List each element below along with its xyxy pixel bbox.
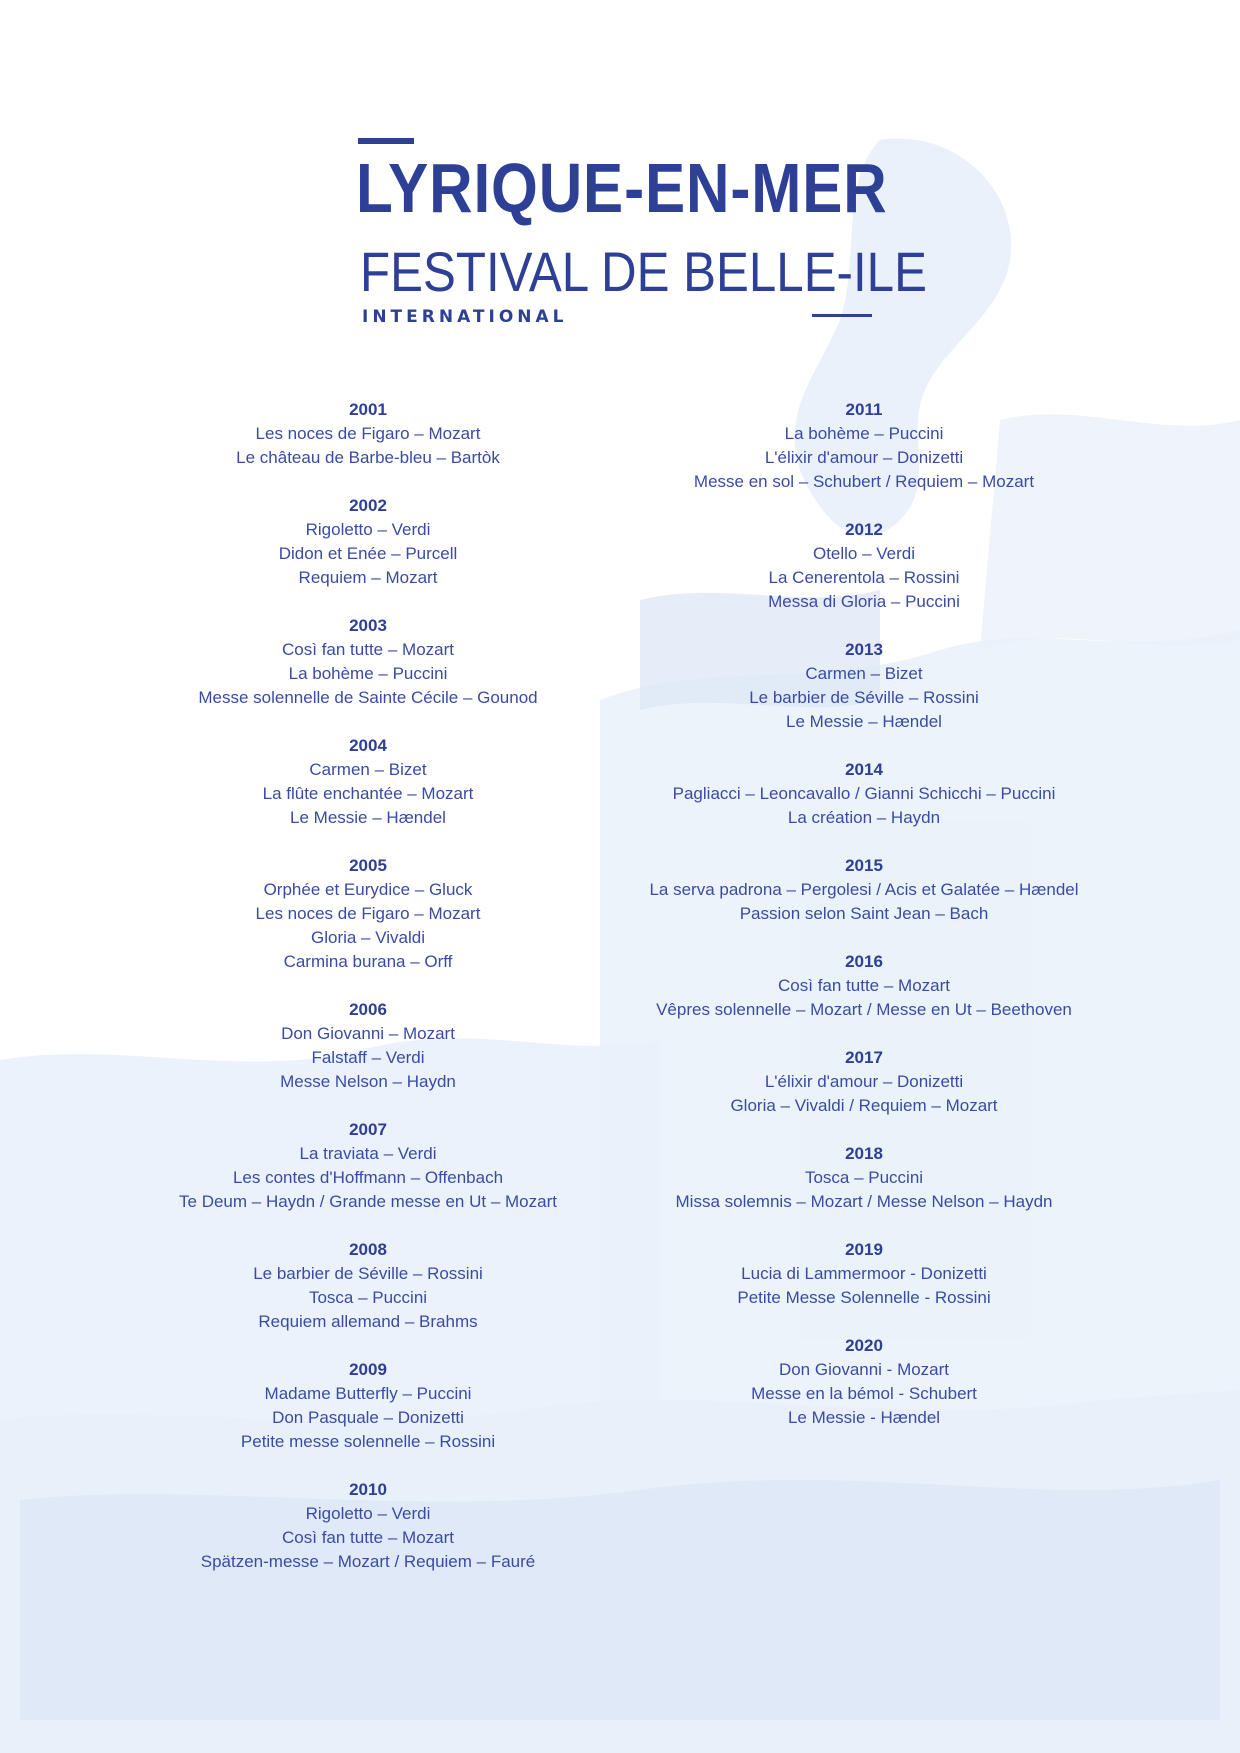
work-line: Messa di Gloria – Puccini [768, 592, 960, 611]
work-line: L'élixir d'amour – Donizetti [764, 448, 964, 467]
program-column-left [88, 398, 648, 1598]
work-line: Carmen – Bizet [309, 760, 427, 779]
work-line: La serva padrona – Pergolesi / Acis et Galatée – Hændel [649, 880, 1079, 899]
program-column-right [584, 398, 1144, 1454]
work-line: Lucia di Lammermoor - Donizetti [741, 1264, 987, 1283]
work-line: La bohème – Puccini [288, 664, 448, 683]
year-heading: 2005 [349, 856, 387, 875]
program-year-entry [88, 1238, 648, 1334]
work-line: Pagliacci – Leoncavallo / Gianni Schicchi – Puccini [672, 784, 1056, 803]
work-line: Petite messe solennelle – Rossini [240, 1432, 496, 1451]
work-line: Le château de Barbe-bleu – Bartòk [236, 448, 500, 467]
work-line: Carmen – Bizet [805, 664, 923, 683]
year-heading: 2008 [349, 1240, 387, 1259]
year-heading: 2018 [845, 1144, 883, 1163]
work-line: Don Giovanni – Mozart [281, 1024, 455, 1043]
work-line: La traviata – Verdi [299, 1144, 437, 1163]
program-year-entry [584, 518, 1144, 614]
work-line: Le Messie – Hændel [786, 712, 942, 731]
work-line: Carmina burana – Orff [283, 952, 453, 971]
work-line: La bohème – Puccini [784, 424, 944, 443]
work-line: Le Messie - Hændel [787, 1408, 941, 1427]
program-year-entry [88, 1478, 648, 1574]
work-line: Così fan tutte – Mozart [282, 1528, 454, 1547]
program-year-entry [584, 758, 1144, 830]
year-heading: 2015 [845, 856, 883, 875]
work-line: Rigoletto – Verdi [305, 1504, 431, 1523]
international-label: INTERNATIONAL [362, 307, 568, 327]
work-line: Orphée et Eurydice – Gluck [263, 880, 473, 899]
festival-brand-title: LYRIQUE-EN-MER [356, 149, 888, 227]
work-line: Les noces de Figaro – Mozart [255, 424, 481, 443]
festival-subtitle: FESTIVAL DE BELLE-ILE [360, 240, 927, 303]
year-heading: 2003 [349, 616, 387, 635]
year-heading: 2002 [349, 496, 387, 515]
work-line: Falstaff – Verdi [311, 1048, 425, 1067]
year-heading: 2011 [845, 400, 883, 419]
year-heading: 2006 [349, 1000, 387, 1019]
year-heading: 2010 [349, 1480, 387, 1499]
year-heading: 2009 [349, 1360, 387, 1379]
work-line: Vêpres solennelle – Mozart / Messe en Ut – Beethoven [656, 1000, 1072, 1019]
year-heading: 2016 [845, 952, 883, 971]
header-rule-right [812, 314, 872, 317]
work-line: Le barbier de Séville – Rossini [253, 1264, 483, 1283]
program-year-entry [584, 398, 1144, 494]
work-line: Les contes d'Hoffmann – Offenbach [232, 1168, 504, 1187]
work-line: Madame Butterfly – Puccini [264, 1384, 472, 1403]
year-heading: 2004 [349, 736, 387, 755]
work-line: La Cenerentola – Rossini [768, 568, 960, 587]
work-line: Missa solemnis – Mozart / Messe Nelson – Haydn [675, 1192, 1053, 1211]
program-year-entry [88, 854, 648, 974]
work-line: Les noces de Figaro – Mozart [255, 904, 481, 923]
work-line: Petite Messe Solennelle - Rossini [737, 1288, 991, 1307]
program-year-entry [88, 1118, 648, 1214]
work-line: Gloria – Vivaldi / Requiem – Mozart [730, 1096, 998, 1115]
program-year-entry [584, 1334, 1144, 1430]
work-line: Rigoletto – Verdi [305, 520, 431, 539]
program-year-entry [88, 998, 648, 1094]
work-line: Messe en sol – Schubert / Requiem – Mozart [693, 472, 1035, 491]
header-rule-top [358, 138, 414, 144]
program-year-entry [584, 950, 1144, 1022]
program-year-entry [88, 614, 648, 710]
program-year-entry [88, 398, 648, 470]
work-line: Messe Nelson – Haydn [280, 1072, 456, 1091]
work-line: Don Giovanni - Mozart [778, 1360, 950, 1379]
program-year-entry [584, 638, 1144, 734]
work-line: Le barbier de Séville – Rossini [749, 688, 979, 707]
year-heading: 2014 [845, 760, 883, 779]
work-line: La flûte enchantée – Mozart [262, 784, 474, 803]
program-year-entry [88, 494, 648, 590]
program-year-entry [584, 1238, 1144, 1310]
work-line: Così fan tutte – Mozart [282, 640, 454, 659]
program-year-entry [584, 1046, 1144, 1118]
year-heading: 2019 [845, 1240, 883, 1259]
year-heading: 2001 [349, 400, 387, 419]
work-line: Spätzen-messe – Mozart / Requiem – Fauré [200, 1552, 536, 1571]
work-line: Passion selon Saint Jean – Bach [739, 904, 989, 923]
year-heading: 2012 [845, 520, 883, 539]
work-line: Tosca – Puccini [804, 1168, 924, 1187]
year-heading: 2017 [845, 1048, 883, 1067]
year-heading: 2020 [845, 1336, 883, 1355]
work-line: Messe solennelle de Sainte Cécile – Gounod [198, 688, 538, 707]
work-line: Requiem allemand – Brahms [258, 1312, 478, 1331]
festival-header [0, 0, 1240, 360]
work-line: Te Deum – Haydn / Grande messe en Ut – Mozart [179, 1192, 557, 1211]
program-year-entry [88, 1358, 648, 1454]
work-line: Tosca – Puccini [308, 1288, 428, 1307]
work-line: Otello – Verdi [812, 544, 916, 563]
work-line: Gloria – Vivaldi [310, 928, 426, 947]
program-year-entry [88, 734, 648, 830]
program-year-entry [584, 1142, 1144, 1214]
year-heading: 2013 [845, 640, 883, 659]
program-year-entry [584, 854, 1144, 926]
work-line: Requiem – Mozart [298, 568, 438, 587]
work-line: Così fan tutte – Mozart [778, 976, 950, 995]
work-line: L'élixir d'amour – Donizetti [764, 1072, 964, 1091]
work-line: Don Pasquale – Donizetti [272, 1408, 464, 1427]
work-line: Messe en la bémol - Schubert [751, 1384, 977, 1403]
work-line: Le Messie – Hændel [290, 808, 446, 827]
work-line: La création – Haydn [787, 808, 941, 827]
year-heading: 2007 [349, 1120, 387, 1139]
work-line: Didon et Enée – Purcell [278, 544, 458, 563]
